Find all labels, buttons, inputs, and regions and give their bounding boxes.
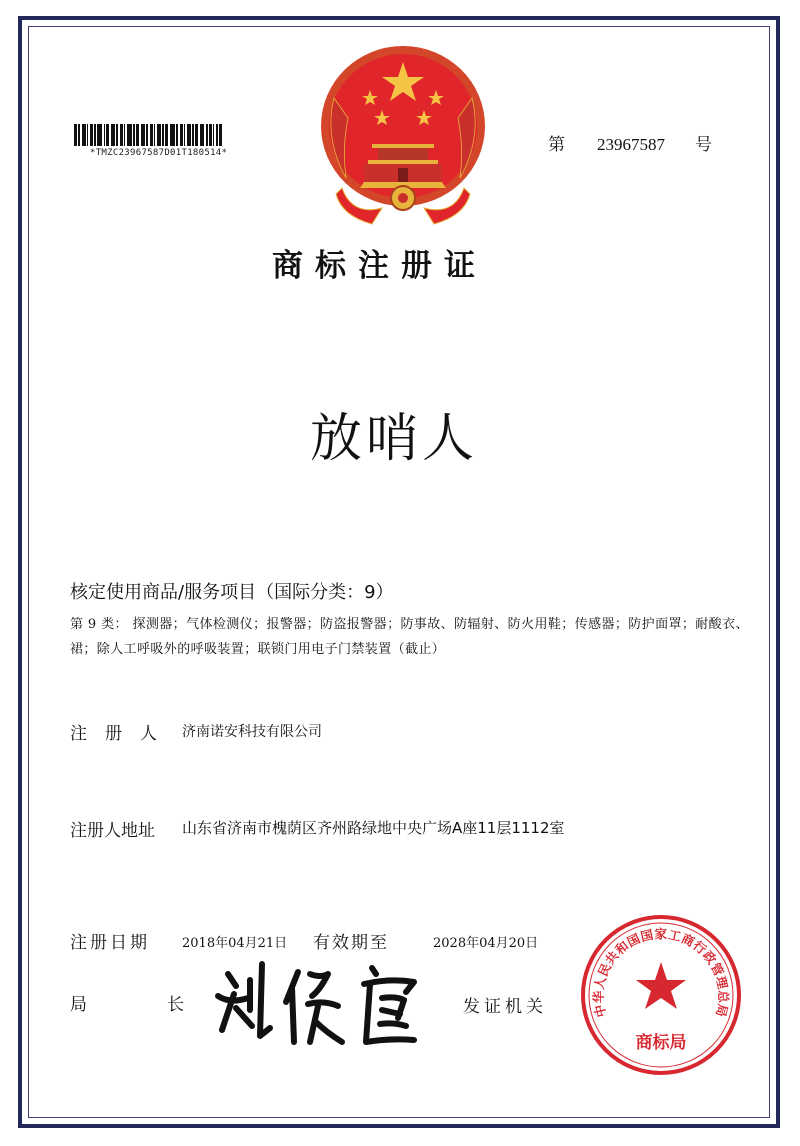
barcode-serial: *TMZC23967587D01T180514* (90, 148, 228, 158)
registrant-address-value: 山东省济南市槐荫区齐州路绿地中央广场A座11层1112室 (182, 819, 565, 837)
barcode (74, 124, 274, 158)
certificate-number (548, 130, 712, 155)
certificate-number-prefix: 第 (548, 135, 565, 155)
issuing-authority-label: 发证机关 (463, 997, 547, 1017)
goods-services-heading: 核定使用商品/服务项目（国际分类：9） (70, 582, 394, 603)
registration-date-label: 注册日期 (70, 933, 150, 953)
registration-date-value: 2018年04月21日 (182, 936, 288, 951)
director-label (70, 990, 188, 1015)
valid-until-label: 有效期至 (313, 933, 389, 953)
seal-ring-text: 中华人民共和国国家工商行政管理总局 (590, 926, 732, 1019)
certificate-number-suffix: 号 (695, 135, 712, 155)
national-emblem (312, 38, 494, 228)
trademark-office-seal (578, 912, 744, 1078)
barcode-bars (74, 124, 274, 146)
goods-services-text: 第 9 类： 探测器；气体检测仪；报警器；防盗报警器；防事故、防辐射、防火用鞋；传感器；防护面罩；耐酸衣、裙；除人工呼吸外的呼吸装置；联锁门用电子门禁装置（截止） (70, 617, 749, 657)
valid-until-value: 2028年04月20日 (433, 936, 539, 951)
director-label-left: 局 (70, 995, 91, 1015)
registrant-value: 济南诺安科技有限公司 (182, 724, 322, 740)
certificate-number-value: 23967587 (597, 135, 665, 154)
director-label-right: 长 (167, 995, 188, 1015)
seal-center-text: 商标局 (635, 1033, 687, 1053)
trademark-name: 放哨人 (310, 409, 479, 469)
director-signature (200, 944, 440, 1054)
registrant-address-label: 注册人地址 (70, 821, 155, 841)
document-title: 商标注册证 (272, 248, 487, 284)
registrant-label: 注册人 (70, 724, 175, 744)
